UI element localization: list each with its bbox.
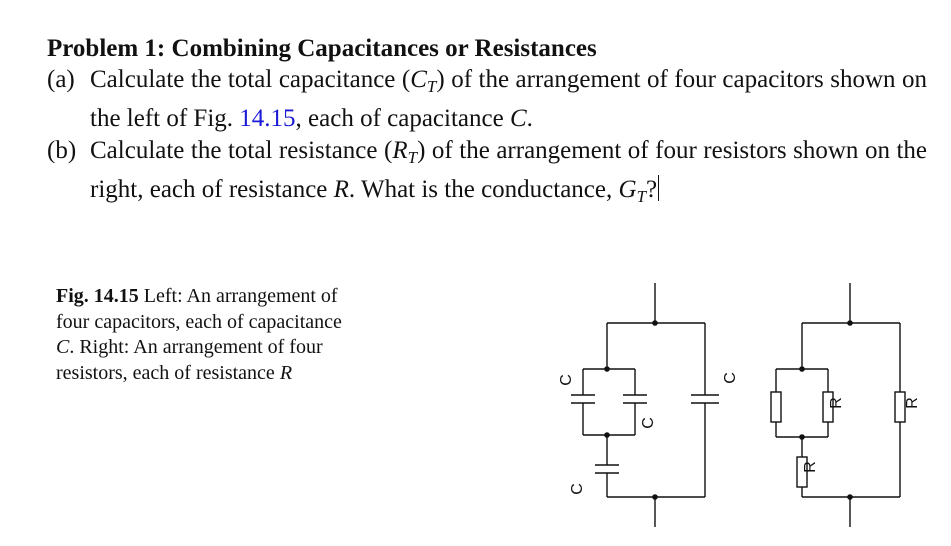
resistor-r3-label: R bbox=[802, 461, 819, 473]
res-junction-inner-top bbox=[799, 366, 805, 372]
part-b-text-1: Calculate the total resistance ( bbox=[90, 137, 393, 164]
part-b-symbol-r-main: R bbox=[392, 137, 408, 164]
part-b-text bbox=[90, 135, 927, 213]
capacitor-c1-label: C bbox=[558, 374, 575, 386]
part-b bbox=[47, 135, 927, 213]
caption-symbol-r: R bbox=[279, 361, 293, 384]
resistor-r2-label: R bbox=[828, 397, 845, 409]
cap-junction-bottom bbox=[652, 494, 658, 500]
text-cursor bbox=[658, 175, 659, 201]
figure-caption bbox=[56, 284, 356, 386]
part-b-text-3: . What is the conductance, bbox=[348, 176, 619, 203]
cap-junction-inner-top bbox=[604, 366, 610, 372]
part-a-text-1: Calculate the total capacitance ( bbox=[90, 66, 411, 93]
caption-text-1: Left: An arrangement of four capacitors, each of capacitance bbox=[56, 285, 342, 333]
capacitor-network bbox=[571, 283, 719, 527]
res-junction-inner-bottom bbox=[799, 434, 805, 440]
part-b-label: (b) bbox=[47, 137, 77, 164]
res-junction-bottom bbox=[847, 494, 853, 500]
caption-symbol-c: C bbox=[56, 336, 70, 359]
part-a-text bbox=[90, 64, 927, 135]
part-b-symbol-r-sub: T bbox=[407, 148, 418, 167]
problem-block bbox=[47, 34, 927, 213]
part-b-symbol-g-main: G bbox=[618, 176, 637, 203]
part-a-text-3: , each of capacitance bbox=[295, 105, 510, 132]
part-a-text-4: . bbox=[526, 105, 533, 132]
cap-junction-inner-bottom bbox=[604, 432, 610, 438]
part-b-text-4: ? bbox=[646, 176, 658, 203]
part-b-symbol-g-sub: T bbox=[636, 187, 647, 206]
capacitor-c4-label: C bbox=[722, 372, 739, 384]
resistor-r4-label: R bbox=[904, 397, 921, 409]
part-a-symbol-c-main: C bbox=[410, 66, 427, 93]
figure-reference-link[interactable]: 14.15 bbox=[239, 105, 296, 132]
part-b-text-2: ) of the arrangement of four resistors shown on the right, each of resistance bbox=[90, 137, 928, 203]
caption-text-2: . Right: An arrangement of four resistors, each of resistance bbox=[56, 336, 323, 384]
part-a-symbol-c-sub: T bbox=[426, 77, 437, 96]
capacitor-c2-label: C bbox=[640, 417, 657, 429]
part-b-symbol-r: R bbox=[333, 176, 349, 203]
part-a-text-2: ) of the arrangement of four capacitors shown on the left of Fig. bbox=[90, 66, 927, 132]
circuit-diagrams bbox=[545, 275, 940, 535]
cap-junction-top bbox=[652, 320, 658, 326]
problem-title: Problem 1: Combining Capacitances or Resistances bbox=[47, 35, 597, 62]
resistor-r1 bbox=[771, 392, 781, 422]
caption-label: Fig. 14.15 bbox=[56, 285, 139, 307]
part-a bbox=[47, 64, 927, 135]
capacitor-c3-label: C bbox=[569, 483, 586, 495]
part-a-label: (a) bbox=[47, 66, 75, 93]
part-a-symbol-c: C bbox=[509, 105, 527, 132]
res-junction-top bbox=[847, 320, 853, 326]
